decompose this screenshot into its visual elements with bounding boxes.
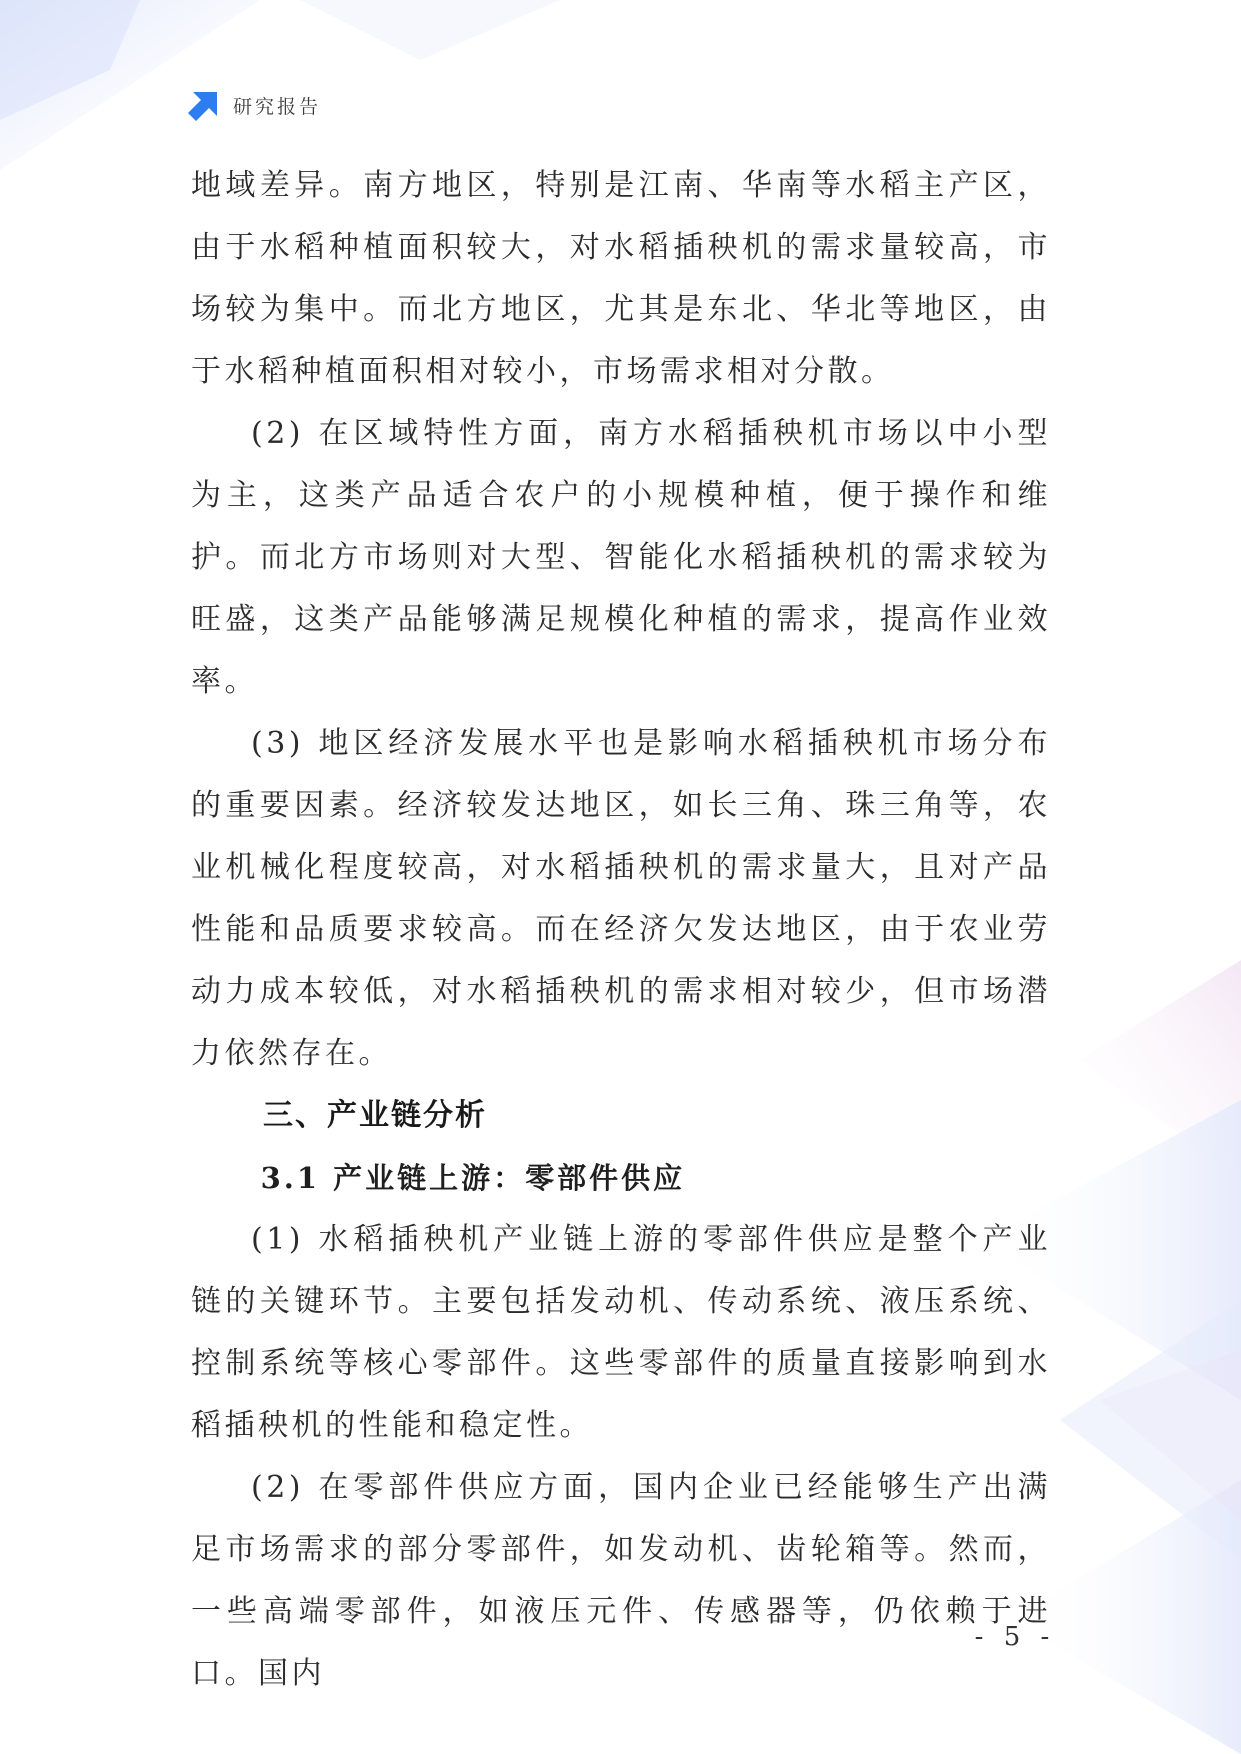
subsection-heading: 3.1 产业链上游：零部件供应 [260, 1161, 686, 1195]
paragraph-upstream-components: (1) 水稻插秧机产业链上游的零部件供应是整个产业链的关键环节。主要包括发动机、传动系统、液压系统、控制系统等核心零部件。这些零部件的质量直接影响到水稻插秧机的性能和稳定性。 [191, 1222, 1051, 1443]
arrow-up-right-logo-icon [187, 88, 221, 122]
paragraph-economic-factors: (3) 地区经济发展水平也是影响水稻插秧机市场分布的重要因素。经济较发达地区，如长三角、珠三角等，农业机械化程度较高，对水稻插秧机的需求量大，且对产品性能和品质要求较高。而在经济欠发达地区，由于农业劳动力成本较低，对水稻插秧机的需求相对较少，但市场潜力依然存在。 [191, 726, 1051, 1071]
section-heading: 三、产业链分析 [263, 1098, 487, 1133]
paragraph-component-supply: (2) 在零部件供应方面，国内企业已经能够生产出满足市场需求的部分零部件，如发动机、齿轮箱等。然而，一些高端零部件，如液压元件、传感器等，仍依赖于进口。国内 [191, 1470, 1051, 1691]
paragraph-regional-difference: 地域差异。南方地区，特别是江南、华南等水稻主产区，由于水稻种植面积较大，对水稻插秧机的需求量较高，市场较为集中。而北方地区，尤其是东北、华北等地区，由于水稻种植面积相对较小，市场需求相对分散。 [191, 168, 1051, 389]
document-body [191, 155, 1051, 1705]
paragraph-regional-characteristics: (2) 在区域特性方面，南方水稻插秧机市场以中小型为主，这类产品适合农户的小规模种植，便于操作和维护。而北方市场则对大型、智能化水稻插秧机的需求较为旺盛，这类产品能够满足规模化种植的需求，提高作业效率。 [191, 416, 1051, 699]
report-header [187, 88, 321, 122]
header-title: 研究报告 [233, 95, 322, 118]
page-number: - 5 - [974, 1622, 1056, 1652]
